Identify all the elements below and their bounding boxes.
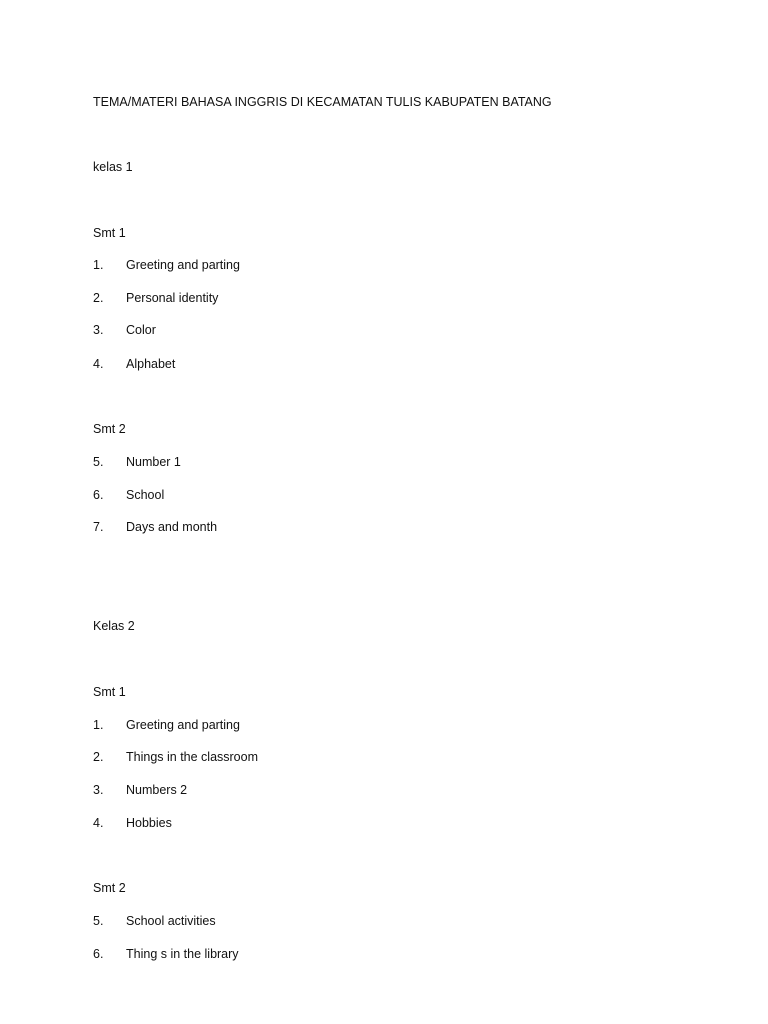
kelas-1-smt-2-heading: Smt 2 [93, 422, 126, 436]
list-item-number: 7. [93, 520, 104, 534]
list-item-text: Number 1 [126, 455, 181, 469]
list-item [93, 322, 156, 338]
list-item [93, 913, 216, 929]
list-item-text: Personal identity [126, 291, 219, 305]
list-item [93, 946, 239, 962]
list-item [93, 749, 258, 765]
list-item-number: 3. [93, 783, 104, 797]
list-item-text: School [126, 488, 165, 502]
list-item-text: Color [126, 323, 156, 337]
list-item-number: 6. [93, 947, 104, 961]
list-item [93, 782, 187, 798]
kelas-1-heading: kelas 1 [93, 160, 133, 174]
list-item-number: 5. [93, 455, 104, 469]
list-item [93, 454, 181, 470]
kelas-2-smt-1-heading: Smt 1 [93, 685, 126, 699]
kelas-1-smt-1-heading: Smt 1 [93, 226, 126, 240]
list-item-text: Thing s in the library [126, 947, 239, 961]
list-item [93, 717, 240, 733]
list-item-number: 1. [93, 718, 104, 732]
list-item-number: 1. [93, 258, 104, 272]
list-item [93, 519, 217, 535]
list-item-number: 2. [93, 750, 104, 764]
list-item-text: School activities [126, 914, 216, 928]
kelas-2-smt-2-heading: Smt 2 [93, 881, 126, 895]
kelas-2-heading: Kelas 2 [93, 619, 135, 633]
list-item [93, 257, 240, 273]
list-item-number: 3. [93, 323, 104, 337]
list-item-text: Greeting and parting [126, 258, 240, 272]
list-item-number: 2. [93, 291, 104, 305]
list-item [93, 290, 218, 306]
list-item-number: 4. [93, 357, 104, 371]
list-item-text: Numbers 2 [126, 783, 188, 797]
list-item-number: 5. [93, 914, 104, 928]
list-item-text: Greeting and parting [126, 718, 240, 732]
list-item-text: Alphabet [126, 357, 176, 371]
list-item [93, 356, 175, 372]
list-item-text: Days and month [126, 520, 218, 534]
document-title: TEMA/MATERI BAHASA INGGRIS DI KECAMATAN TULIS KABUPATEN BATANG [93, 95, 552, 109]
list-item-text: Things in the classroom [126, 750, 259, 764]
list-item-text: Hobbies [126, 816, 172, 830]
list-item [93, 487, 164, 503]
list-item [93, 815, 172, 831]
list-item-number: 6. [93, 488, 104, 502]
list-item-number: 4. [93, 816, 104, 830]
